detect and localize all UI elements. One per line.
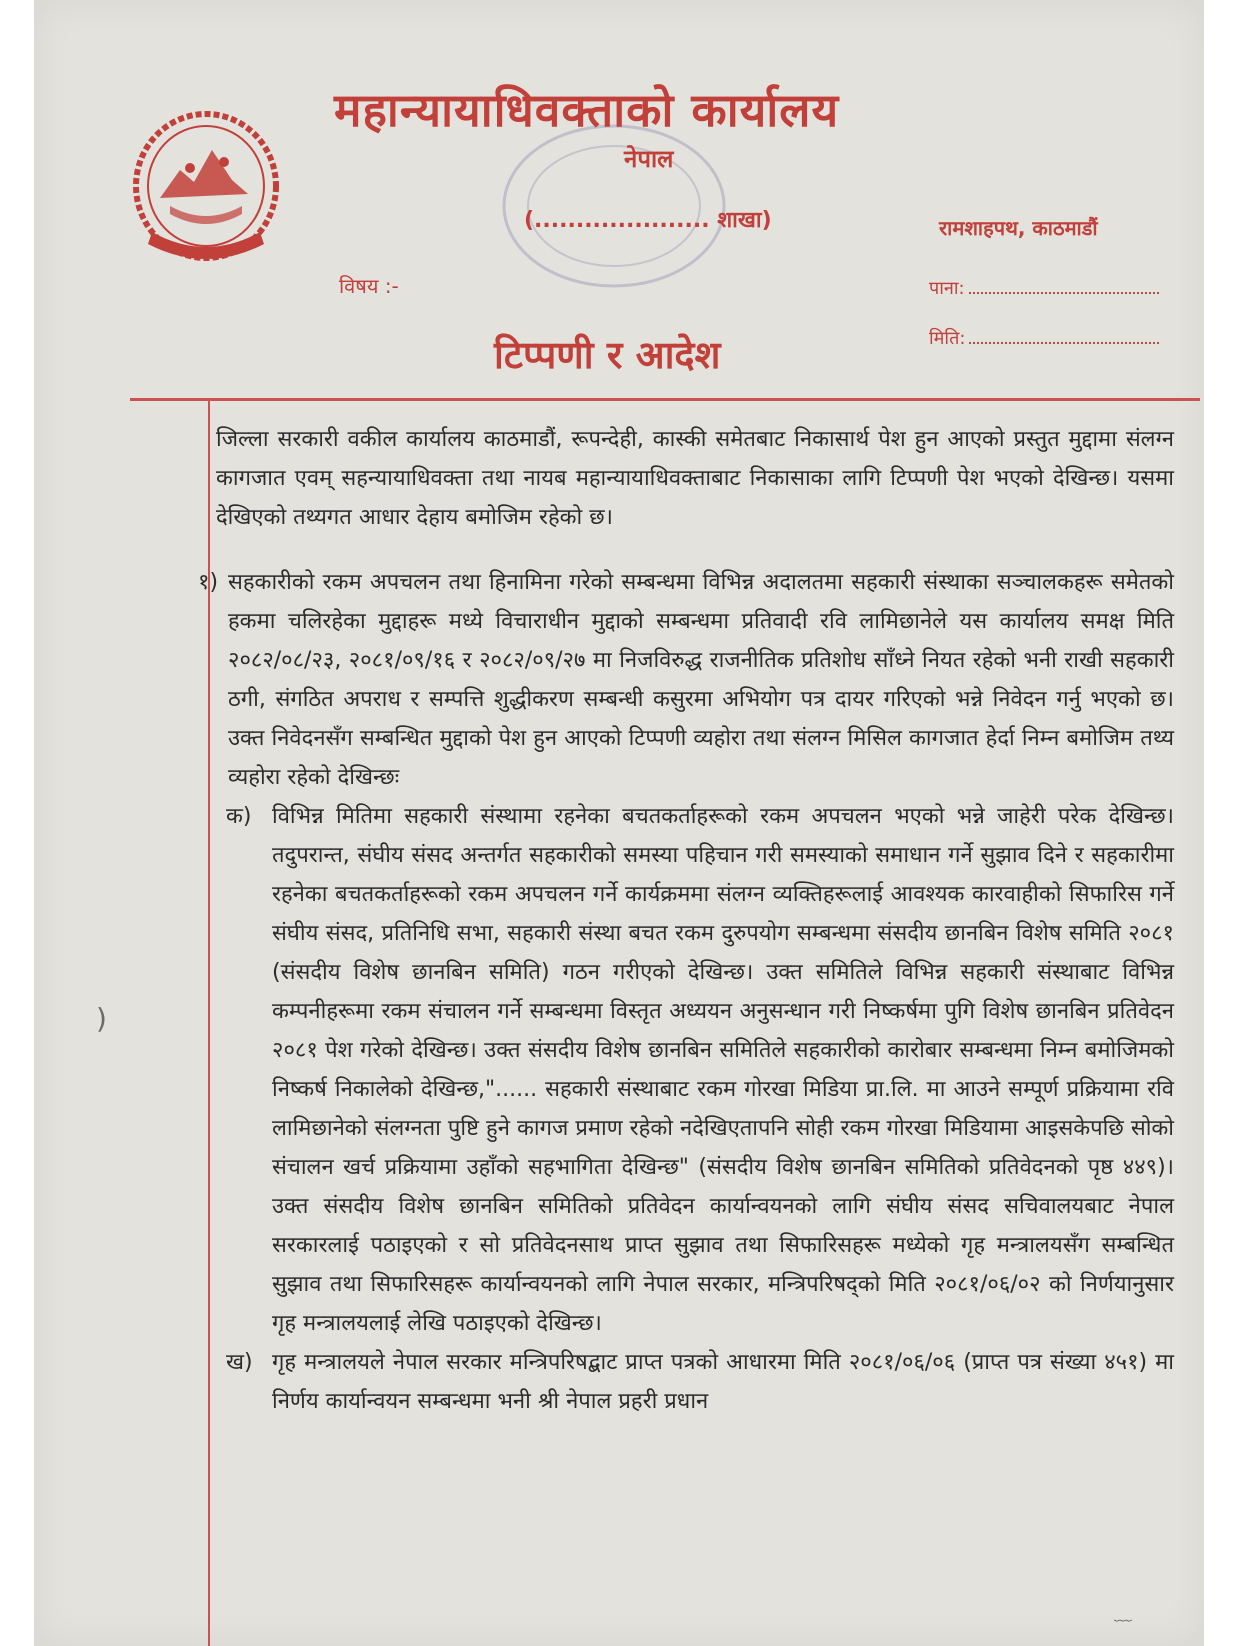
notes-title: टिप्पणी र आदेश xyxy=(494,333,721,377)
office-address: रामशाहपथ, काठमाडौं xyxy=(939,216,1098,240)
point-1-text: सहकारीको रकम अपचलन तथा हिनामिना गरेको सम्बन्धमा विभिन्न अदालतमा सहकारी संस्थाका सञ्चालकहरू समेतको हकमा चलिरहेका मुद्दाहरू मध्ये विचाराधीन मुद्दाको सम्बन्धमा प्रतिवादी रवि लामिछानेले यस कार्यालय समक्ष मिति २०८२/०८/२३, २०८१/०९/१६ र २०८२/०९/२७ मा निजविरुद्ध राजनीतिक प्रतिशोध साँध्ने नियत रहेको भनी राखी सहकारी ठगी, संगठित अपराध र सम्पत्ति शुद्धीकरण सम्बन्धी कसुरमा अभियोग पत्र दायर गरिएको भन्ने निवेदन गर्नु भएको छ। उक्त निवेदनसँग सम्बन्धित मुद्दाको पेश हुन आएको टिप्पणी व्यहोरा तथा संलग्न मिसिल कागजात हेर्दा निम्न बमोजिम तथ्य व्यहोरा रहेको देखिन्छः xyxy=(228,570,1174,790)
sub-point-b-mark: ख) xyxy=(226,1350,253,1375)
margin-bracket-icon: ) xyxy=(96,1002,107,1035)
sub-point-a xyxy=(226,797,1174,1343)
document-page xyxy=(34,0,1204,1646)
date-field xyxy=(929,326,1159,350)
intro-paragraph: जिल्ला सरकारी वकील कार्यालय काठमाडौं, रूपन्देही, कास्की समेतबाट निकासार्थ पेश हुन आएको प्रस्तुत मुद्दामा संलग्न कागजात एवम् सहन्यायाधिवक्ता तथा नायब महान्यायाधिवक्ताबाट निकासाका लागि टिप्पणी पेश भएको देखिन्छ। यसमा देखिएको तथ्यगत आधार देहाय बमोजिम रहेको छ। xyxy=(216,427,1174,530)
sub-point-a-text: विभिन्न मितिमा सहकारी संस्थामा रहनेका बचतकर्ताहरूको रकम अपचलन भएको भन्ने जाहेरी परेक देखिन्छ। तदुपरान्त, संघीय संसद अन्तर्गत सहकारीको समस्या पहिचान गरी समस्याको समाधान गर्ने सुझाव दिने र सहकारीमा रहनेका बचतकर्ताहरूको रकम अपचलन गर्ने कार्यक्रममा संलग्न व्यक्तिहरूलाई आवश्यक कारवाहीको सिफारिस गर्ने संघीय संसद, प्रतिनिधि सभा, सहकारी संस्था बचत रकम दुरुपयोग सम्बन्धमा संसदीय छानबिन विशेष समिति २०८१ (संसदीय विशेष छानबिन समिति) गठन गरीएको देखिन्छ। उक्त समितिले विभिन्न सहकारी संस्थाबाट विभिन्न कम्पनीहरूमा रकम संचालन गर्ने सम्बन्धमा विस्तृत अध्ययन अनुसन्धान गरी निष्कर्षमा पुगि विशेष छानबिन प्रतिवेदन २०८१ पेश गरेको देखिन्छ। उक्त संसदीय विशेष छानबिन समितिले सहकारीको कारोबार सम्बन्धमा निम्न बमोजिमको निष्कर्ष निकालेको देखिन्छ,"...... सहकारी संस्थाबाट रकम गोरखा मिडिया प्रा.लि. मा आउने सम्पूर्ण प्रक्रियामा रवि लामिछानेको संलग्नता पुष्टि हुने कागज प्रमाण रहेको नदेखिएतापनि सोही रकम गोरखा मिडियामा आइसकेपछि सोको संचालन खर्च प्रक्रियामा उहाँको सहभागिता देखिन्छ" (संसदीय विशेष छानबिन समितिको प्रतिवेदनको पृष्ठ ४४९)। उक्त संसदीय विशेष छानबिन समितिको प्रतिवेदन कार्यान्वयनको लागि संघीय संसद सचिवालयबाट नेपाल सरकारलाई पठाइएको र सो प्रतिवेदनसाथ प्राप्त सुझाव तथा सिफारिसहरू मध्येको गृह मन्त्रालयसँग सम्बन्धित सुझाव तथा सिफारिसहरू कार्यान्वयनको लागि नेपाल सरकार, मन्त्रिपरिषद्को मिति २०८१/०६/०२ को निर्णयानुसार गृह मन्त्रालयलाई लेखि पठाइएको देखिन्छ। xyxy=(272,804,1174,1336)
subject-label: विषय :- xyxy=(339,274,399,298)
sub-point-a-mark: क) xyxy=(226,804,252,829)
note-body xyxy=(198,420,1174,1421)
date-label: मिति: xyxy=(929,328,966,349)
nepal-emblem-icon xyxy=(130,110,282,268)
header-rule xyxy=(130,398,1200,401)
sub-point-b xyxy=(226,1343,1174,1421)
country-name: नेपाल xyxy=(624,145,674,173)
sub-point-b-text: गृह मन्त्रालयले नेपाल सरकार मन्त्रिपरिषद्बाट प्राप्त पत्रको आधारमा मिति २०८१/०६/०६ (प्राप्त पत्र संख्या ४५१) मा निर्णय कार्यान्वयन सम्बन्धमा भनी श्री नेपाल प्रहरी प्रधान xyxy=(272,1350,1174,1414)
handwritten-scribble-icon: ﹏ xyxy=(1114,1604,1132,1625)
date-blank-line xyxy=(969,342,1159,344)
branch-label: (..................... शाखा) xyxy=(524,208,772,233)
page-blank-line xyxy=(969,292,1159,294)
page-label: पाना: xyxy=(929,278,965,299)
point-1 xyxy=(198,563,1174,1421)
office-title: महान्यायाधिवक्ताको कार्यालय xyxy=(334,83,840,137)
page-number-field xyxy=(929,276,1159,300)
point-1-number: १) xyxy=(198,570,219,595)
